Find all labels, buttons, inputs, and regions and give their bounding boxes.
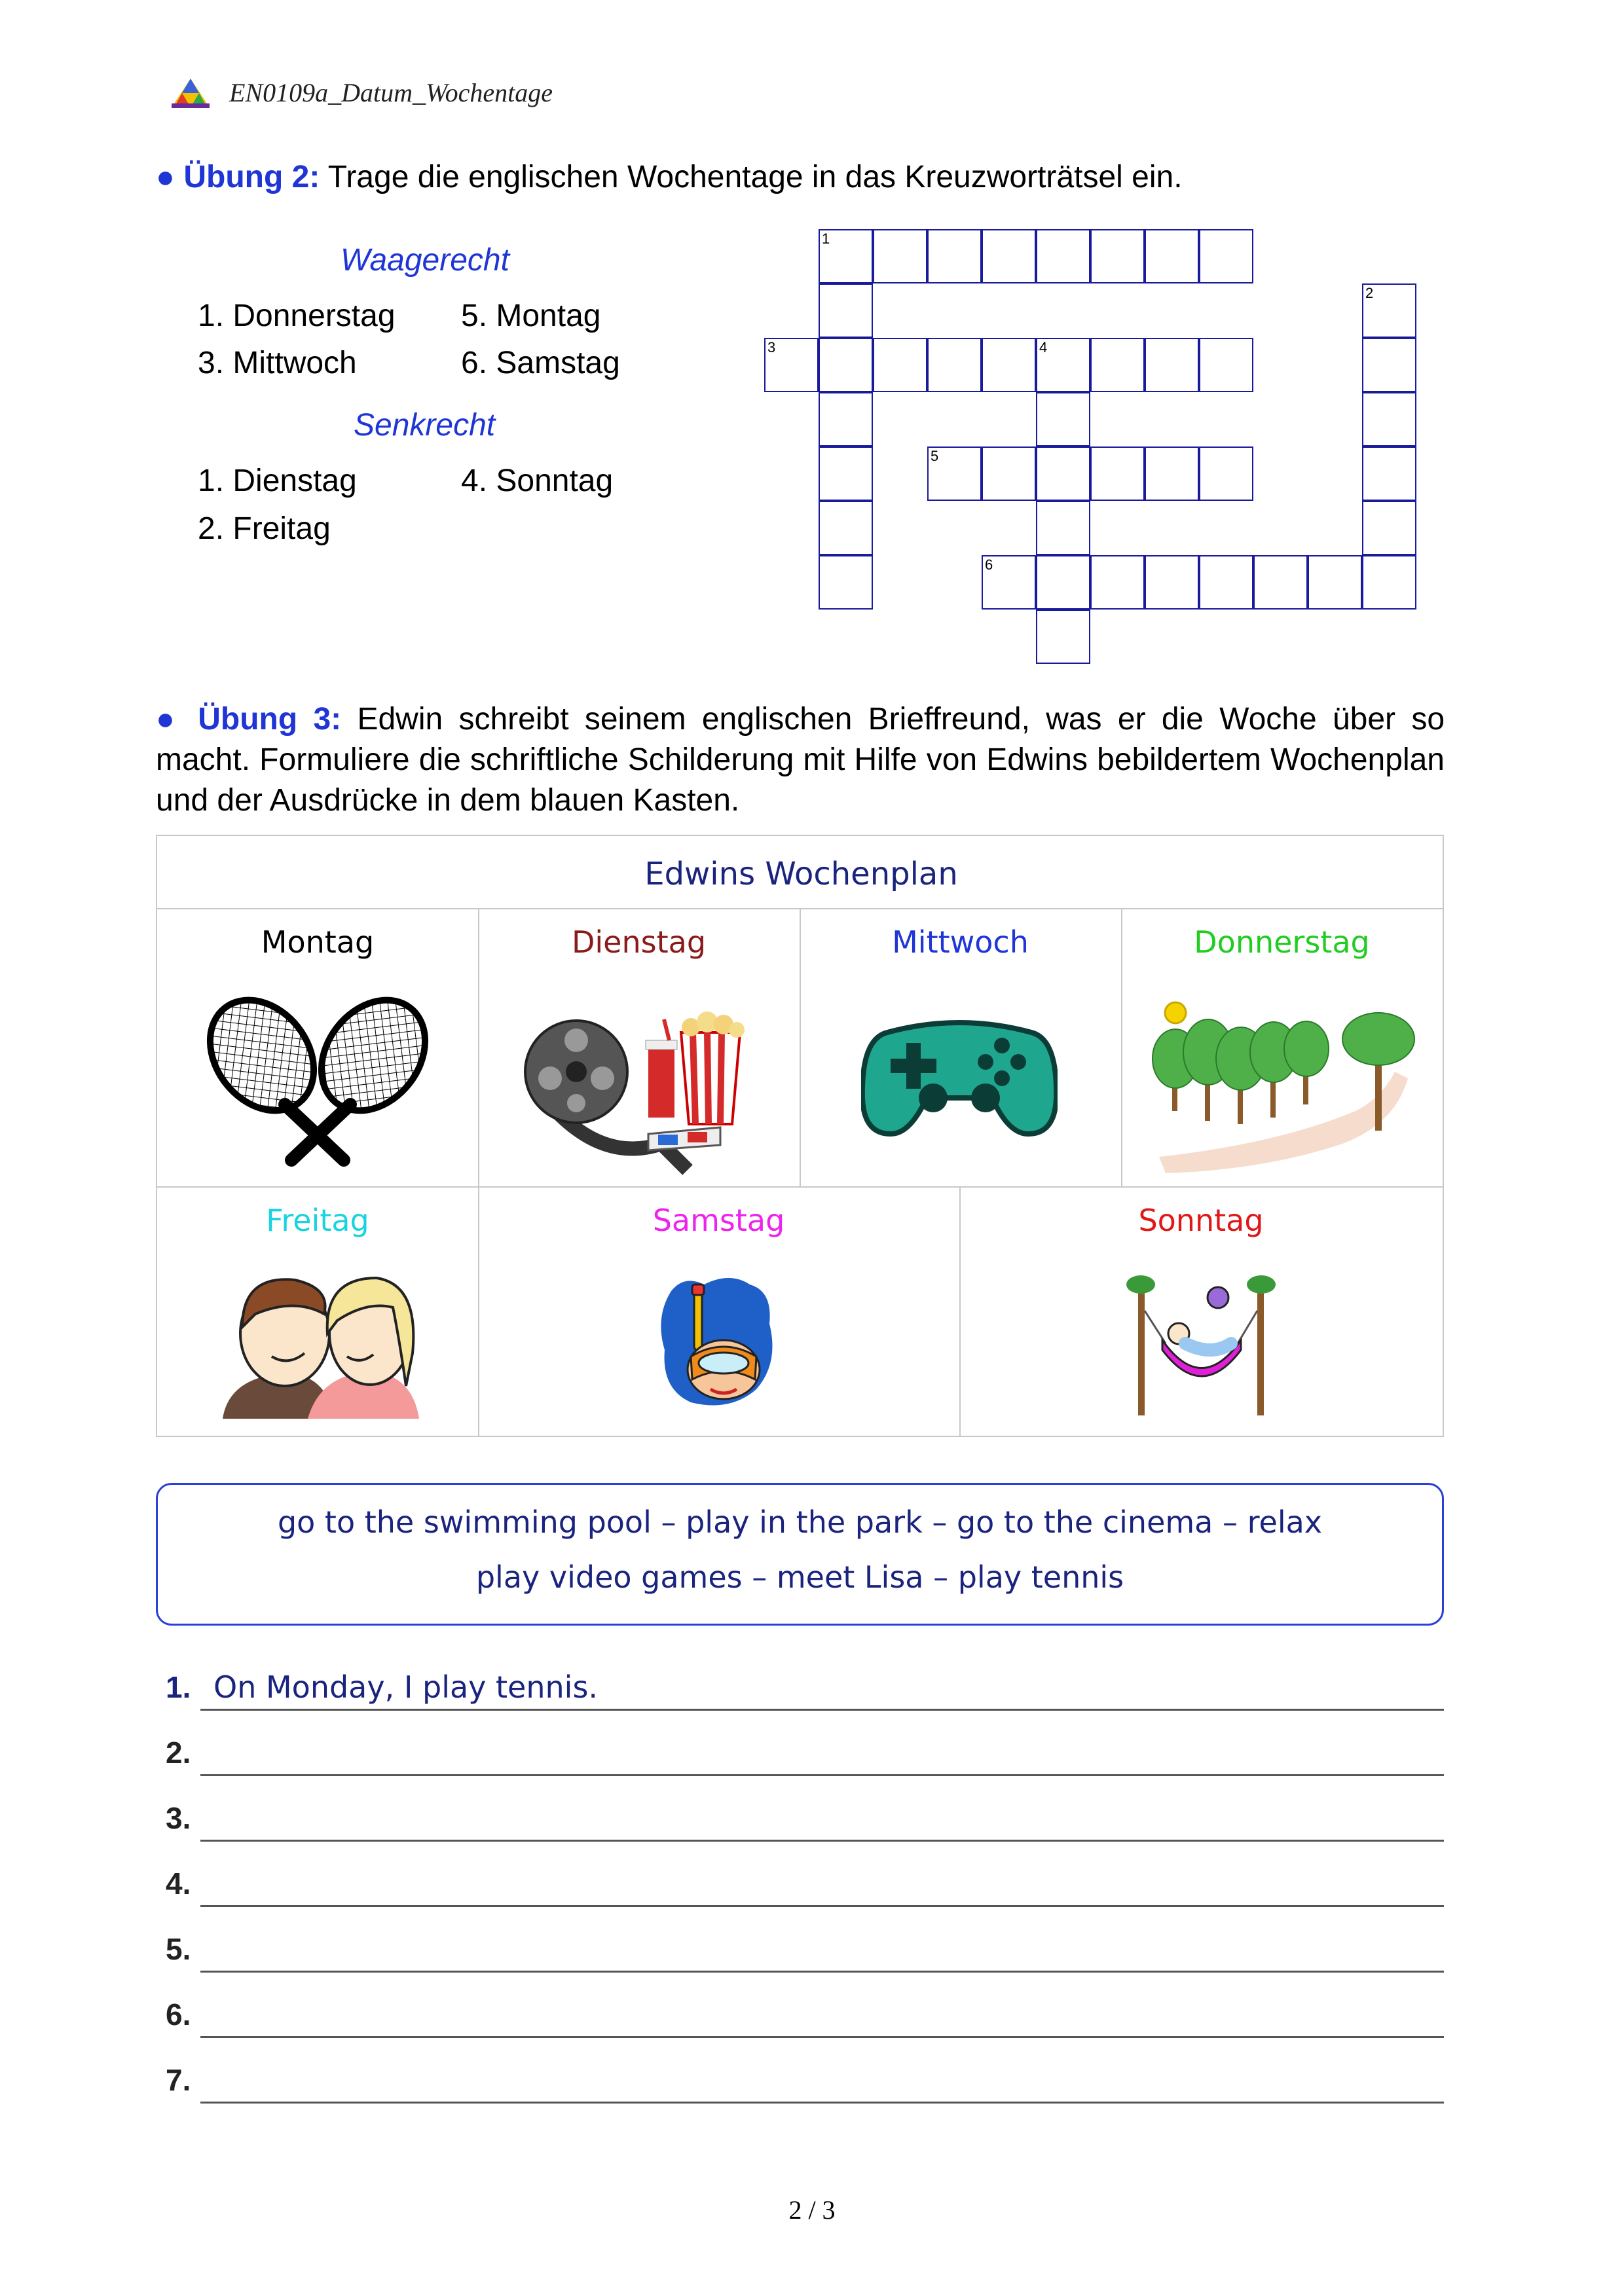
- exercise-2-instruction: Trage die englischen Wochentage in das Kreuzworträtsel ein.: [327, 160, 1183, 194]
- phrase-line-2: play video games – meet Lisa – play tennis: [475, 1559, 1124, 1595]
- answer-line[interactable]: [200, 1971, 1444, 1973]
- answer-number: 4.: [166, 1867, 191, 1901]
- crossword-cell[interactable]: [1253, 555, 1308, 610]
- bullet: ●: [156, 702, 182, 737]
- park-icon: [1146, 993, 1421, 1176]
- answer-number: 3.: [166, 1801, 191, 1835]
- crossword-grid: [764, 229, 1420, 666]
- crossword-cell[interactable]: [1090, 555, 1145, 610]
- table-divider: [157, 1186, 1443, 1188]
- down-heading: Senkrecht: [354, 408, 496, 443]
- crossword-cell[interactable]: [1362, 446, 1416, 501]
- clue-across-5: 5. Montag: [461, 299, 601, 333]
- crossword-clue-number: 6: [985, 556, 993, 573]
- crossword-cell[interactable]: [1199, 338, 1253, 392]
- crossword-cell[interactable]: [1036, 501, 1090, 555]
- crossword-clue-number: 3: [767, 339, 776, 355]
- answer-line[interactable]: [200, 1840, 1444, 1842]
- phrase-line-1: go to the swimming pool – play in the park – go to the cinema – relax: [277, 1504, 1323, 1540]
- crossword-cell[interactable]: [1145, 555, 1199, 610]
- clue-down-1: 1. Dienstag: [198, 464, 357, 498]
- crossword-cell[interactable]: [1199, 229, 1253, 283]
- answer-line[interactable]: [200, 1709, 1444, 1711]
- crossword-cell[interactable]: [873, 338, 927, 392]
- crossword-cell[interactable]: [819, 338, 873, 392]
- across-heading: Waagerecht: [341, 243, 509, 278]
- answer-text[interactable]: On Monday, I play tennis.: [213, 1669, 599, 1705]
- crossword-cell[interactable]: [1036, 610, 1090, 664]
- hammock-icon: [1126, 1271, 1277, 1415]
- crossword-cell[interactable]: [819, 283, 873, 338]
- exercise-3-instruction: Edwin schreibt seinem englischen Brieffreund, was er die Woche über so macht. Formuliere die schriftliche Schilderung mit Hilfe von Edwins bebildertem Wochenplan und der Ausdrücke in dem blauen Kasten.: [156, 702, 1445, 818]
- day-label-dienstag: Dienstag: [571, 924, 707, 960]
- answer-line[interactable]: [200, 1774, 1444, 1776]
- answer-line[interactable]: [200, 2036, 1444, 2038]
- exercise-3-label: Übung 3:: [198, 702, 342, 737]
- clue-across-6: 6. Samstag: [461, 346, 620, 380]
- crossword-cell[interactable]: [982, 338, 1036, 392]
- bullet: ●: [156, 160, 175, 194]
- clue-across-3: 3. Mittwoch: [198, 346, 357, 380]
- clue-across-1: 1. Donnerstag: [198, 299, 396, 333]
- crossword-cell[interactable]: [1145, 446, 1199, 501]
- day-label-sonntag: Sonntag: [1138, 1203, 1264, 1238]
- crossword-cell[interactable]: [1199, 446, 1253, 501]
- crossword-cell[interactable]: [1362, 392, 1416, 446]
- tennis-rackets-icon: [196, 993, 439, 1170]
- crossword-cell[interactable]: [927, 229, 982, 283]
- cinema-icon: [524, 993, 760, 1176]
- crossword-cell[interactable]: [1362, 338, 1416, 392]
- crossword-cell[interactable]: [982, 229, 1036, 283]
- crossword-cell[interactable]: [1145, 229, 1199, 283]
- crossword-cell[interactable]: [1036, 229, 1090, 283]
- crossword-cell[interactable]: [927, 338, 982, 392]
- document-title: EN0109a_Datum_Wochentage: [229, 78, 553, 107]
- day-label-freitag: Freitag: [266, 1203, 369, 1238]
- plan-title: Edwins Wochenplan: [644, 856, 958, 892]
- crossword-cell[interactable]: [1090, 338, 1145, 392]
- weekly-plan-table: [156, 835, 1444, 1437]
- exercise-3-heading: [156, 699, 1445, 821]
- crossword-clue-number: 2: [1365, 285, 1374, 301]
- crossword-cell[interactable]: [1036, 392, 1090, 446]
- crossword-cell[interactable]: [1362, 555, 1416, 610]
- clue-down-2: 2. Freitag: [198, 511, 331, 546]
- table-divider: [478, 908, 479, 1436]
- crossword-cell[interactable]: [819, 555, 873, 610]
- crossword-cell[interactable]: [1090, 229, 1145, 283]
- friends-icon: [216, 1268, 426, 1419]
- crossword-cell[interactable]: [873, 229, 927, 283]
- crossword-cell[interactable]: [819, 501, 873, 555]
- crossword-cell[interactable]: [1308, 555, 1362, 610]
- day-label-donnerstag: Donnerstag: [1194, 924, 1370, 960]
- answer-number: 7.: [166, 2063, 191, 2097]
- gamepad-icon: [861, 1000, 1058, 1144]
- crossword-clue-number: 4: [1039, 339, 1048, 355]
- answer-number: 1.: [166, 1670, 191, 1704]
- crossword-cell[interactable]: [1145, 338, 1199, 392]
- page-number: 2 / 3: [788, 2195, 836, 2225]
- crossword-cell[interactable]: [819, 392, 873, 446]
- answer-line[interactable]: [200, 1905, 1444, 1907]
- clue-down-4: 4. Sonntag: [461, 464, 614, 498]
- snorkel-diver-icon: [652, 1271, 783, 1415]
- exercise-2-label: Übung 2:: [183, 160, 320, 194]
- crossword-clue-number: 5: [931, 448, 939, 464]
- day-label-montag: Montag: [261, 924, 375, 960]
- day-label-samstag: Samstag: [652, 1203, 785, 1238]
- publisher-logo-icon: [169, 77, 212, 110]
- crossword-cell[interactable]: [1036, 555, 1090, 610]
- exercise-2-heading: [156, 157, 1466, 198]
- answer-line[interactable]: [200, 2102, 1444, 2104]
- crossword-cell[interactable]: [1036, 446, 1090, 501]
- answer-number: 6.: [166, 1997, 191, 2032]
- crossword-cell[interactable]: [1090, 446, 1145, 501]
- crossword-cell[interactable]: [819, 446, 873, 501]
- crossword-cell[interactable]: [1362, 501, 1416, 555]
- crossword-clue-number: 1: [822, 230, 830, 247]
- answer-number: 5.: [166, 1932, 191, 1966]
- phrase-box: [156, 1483, 1444, 1626]
- answer-number: 2.: [166, 1736, 191, 1770]
- day-label-mittwoch: Mittwoch: [892, 924, 1029, 960]
- crossword-cell[interactable]: [982, 446, 1036, 501]
- crossword-cell[interactable]: [1199, 555, 1253, 610]
